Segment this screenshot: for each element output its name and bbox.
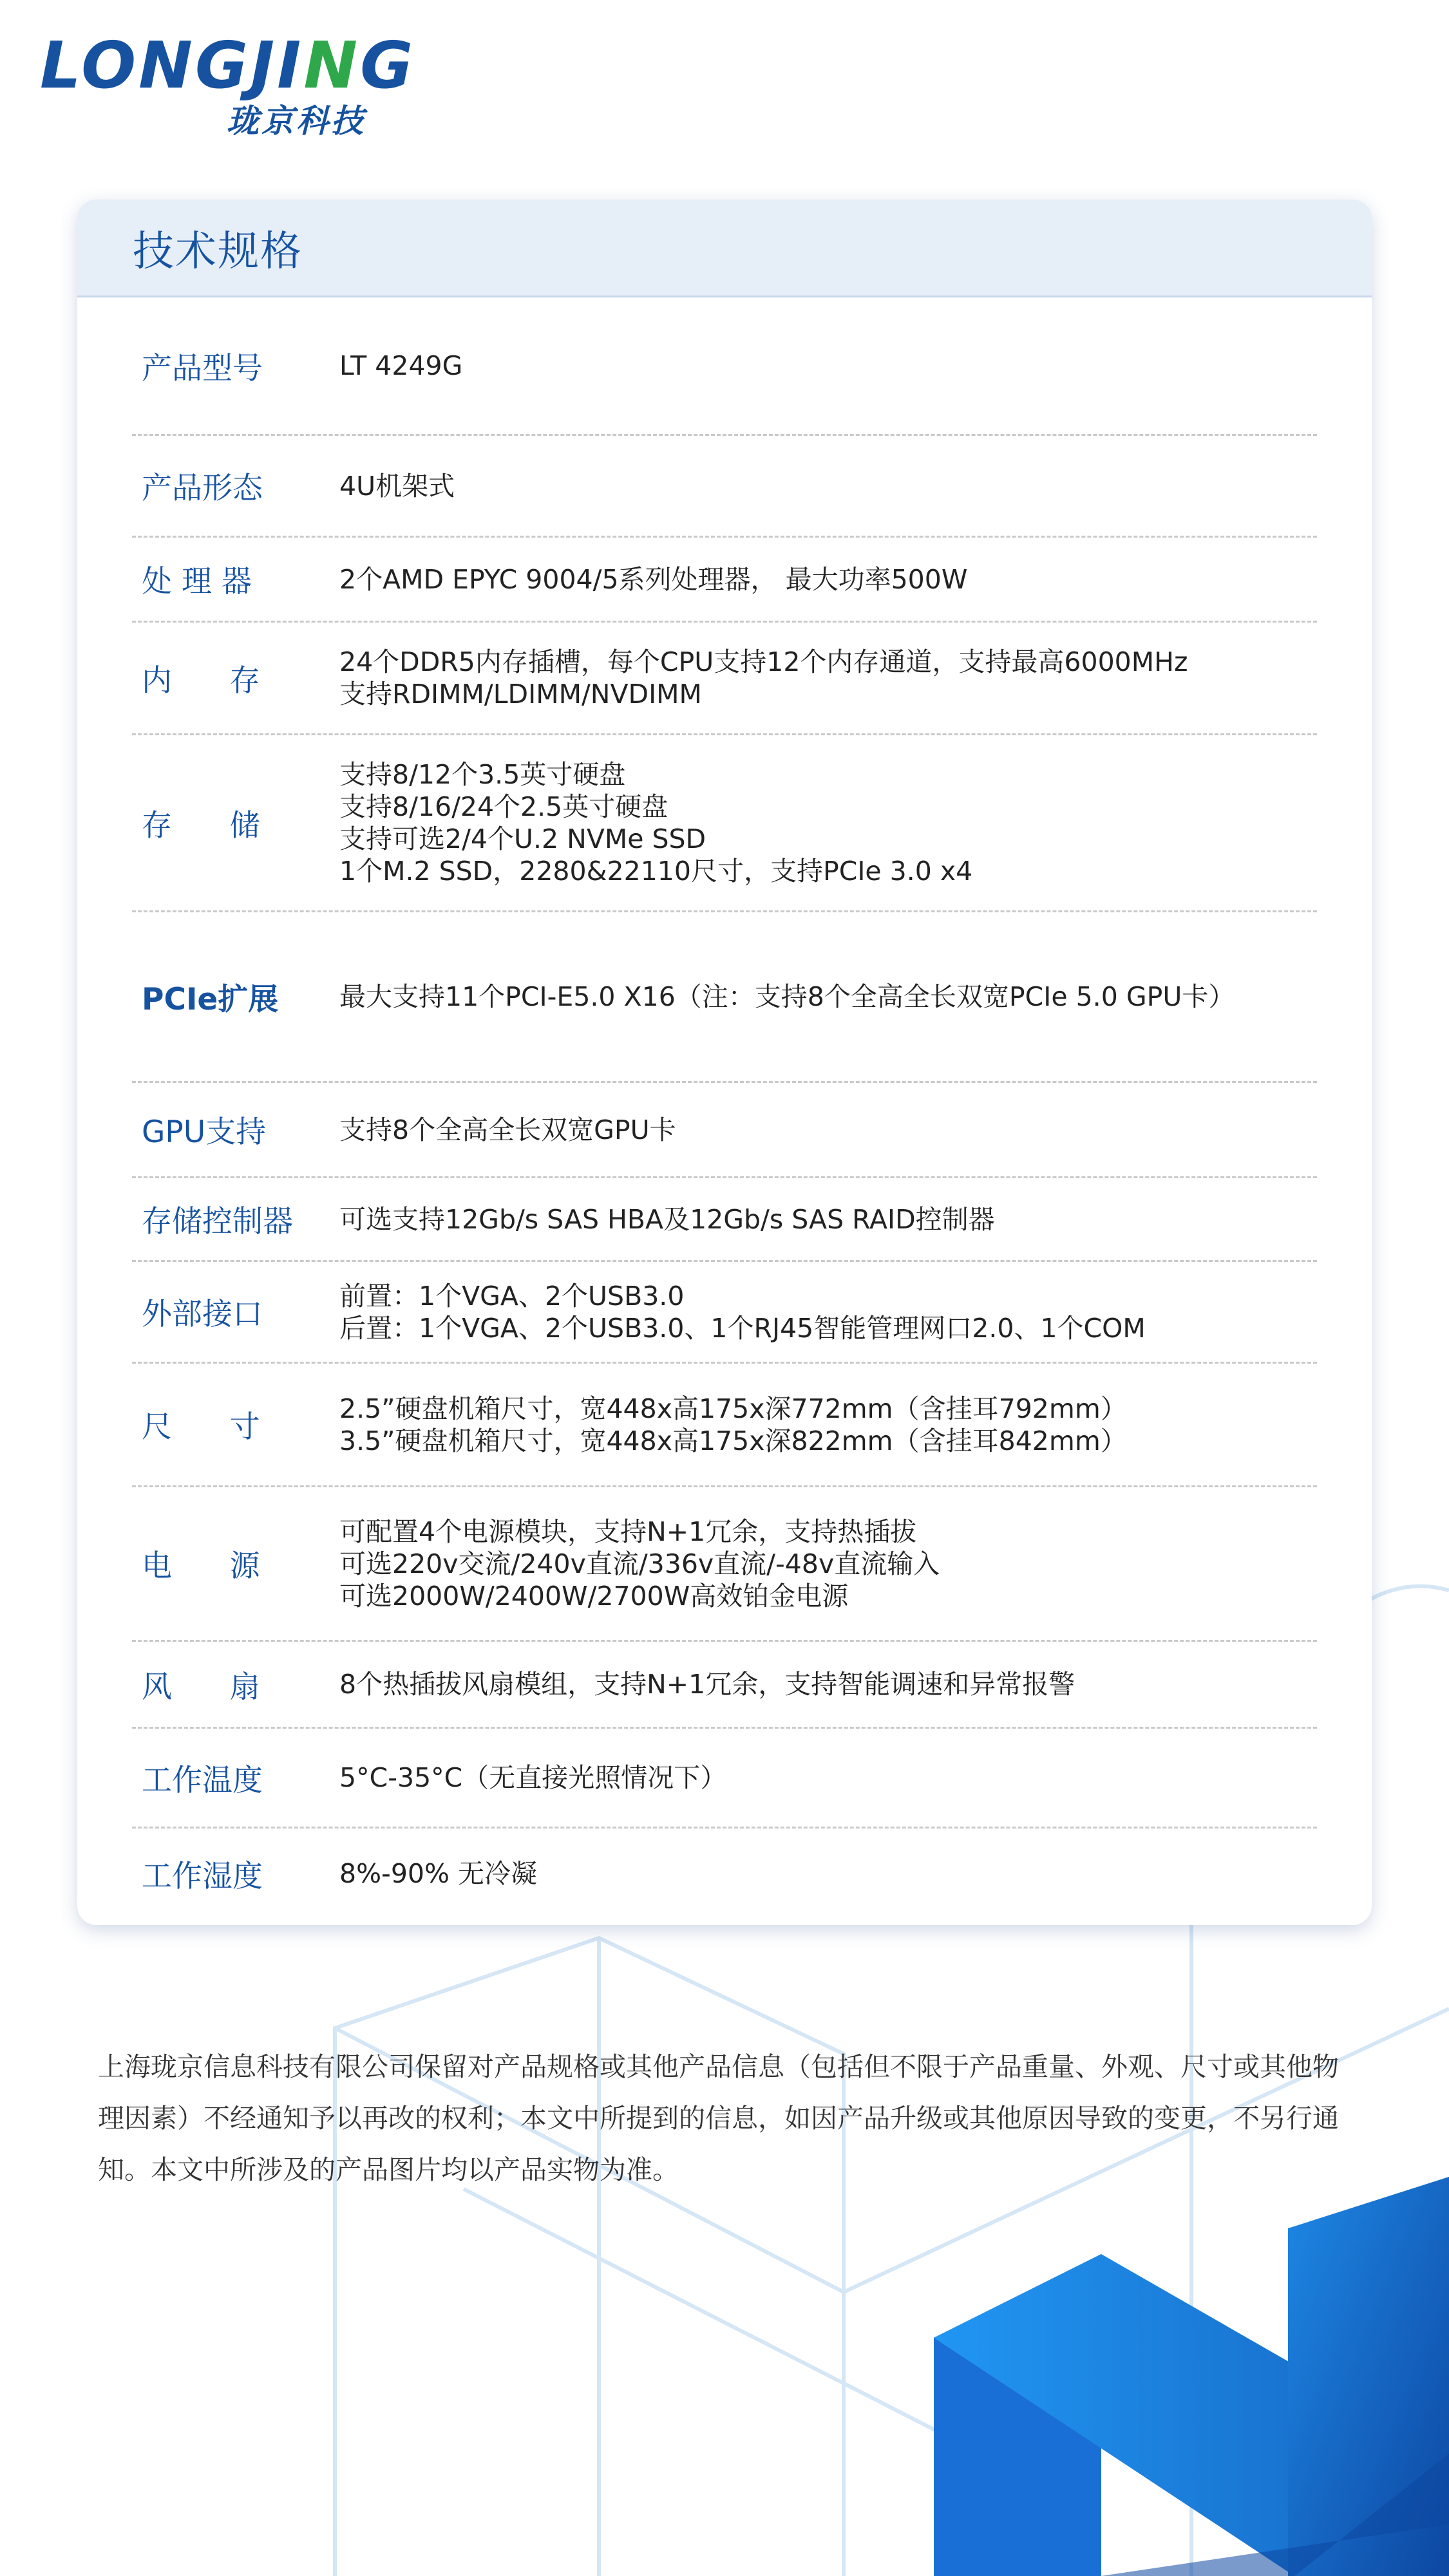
spec-value-line: 2.5”硬盘机箱尺寸，宽448x高175x深772mm（含挂耳792mm） — [339, 1393, 1127, 1424]
spec-value-line: 前置：1个VGA、2个USB3.0 — [339, 1280, 685, 1312]
spec-value — [339, 1203, 1317, 1236]
spec-card — [77, 200, 1372, 1925]
spec-row — [132, 735, 1317, 912]
spec-value-line: 5°C-35°C（无直接光照情况下） — [339, 1762, 727, 1793]
spec-value-line: 4U机架式 — [339, 470, 455, 502]
brand-logo — [40, 28, 416, 140]
spec-value — [339, 563, 1317, 596]
spec-row — [132, 297, 1317, 436]
spec-row — [132, 1262, 1317, 1364]
spec-row — [132, 623, 1317, 735]
spec-label: 内 存 — [142, 663, 260, 699]
spec-value — [339, 1762, 1317, 1794]
spec-row — [132, 1487, 1317, 1642]
spec-label: 存储控制器 — [142, 1204, 293, 1239]
spec-value-line: 24个DDR5内存插槽，每个CPU支持12个内存通道，支持最高6000MHz — [339, 646, 1188, 677]
spec-value — [339, 1857, 1317, 1890]
spec-row — [132, 1729, 1317, 1829]
spec-label: 电 源 — [142, 1548, 260, 1584]
spec-value-line: 8个热插拔风扇模组，支持N+1冗余，支持智能调速和异常报警 — [339, 1669, 1075, 1700]
spec-value-line: 支持可选2/4个U.2 NVMe SSD — [339, 823, 706, 854]
logo-chinese-name: 珑京科技 — [227, 102, 366, 140]
spec-label: 产品型号 — [142, 350, 263, 386]
spec-value-line: 可选220v交流/240v直流/336v直流/-48v直流输入 — [339, 1548, 940, 1579]
disclaimer-text: 上海珑京信息科技有限公司保留对产品规格或其他产品信息（包括但不限于产品重量、外观、尺寸或其他物理因素）不经通知予以再改的权利；本文中所提到的信息，如因产品升级或其他原因导致的变更，不另行通知。本文中所涉及的产品图片均以产品实物为准。 — [98, 2051, 1339, 2185]
spec-value-line: 可配置4个电源模块，支持N+1冗余，支持热插拔 — [339, 1516, 917, 1547]
spec-label: 尺 寸 — [142, 1409, 260, 1445]
logo-wordmark: LONGJING — [40, 28, 416, 103]
spec-value — [339, 1668, 1317, 1700]
spec-value-line: 3.5”硬盘机箱尺寸，宽448x高175x深822mm（含挂耳842mm） — [339, 1425, 1127, 1456]
spec-value — [339, 1114, 1317, 1146]
section-title: 技术规格 — [133, 227, 303, 276]
spec-value-line: 2个AMD EPYC 9004/5系列处理器， 最大功率500W — [339, 563, 968, 595]
spec-label: PCIe扩展 — [142, 981, 279, 1017]
spec-value-line: 1个M.2 SSD，2280&22110尺寸，支持PCIe 3.0 x4 — [339, 856, 973, 887]
spec-value — [339, 646, 1317, 710]
spec-label: 存 储 — [142, 807, 260, 843]
spec-row — [132, 1642, 1317, 1729]
spec-value-line: LT 4249G — [339, 350, 463, 381]
spec-value — [339, 470, 1317, 502]
spec-label: 工作湿度 — [142, 1858, 263, 1894]
spec-label: 产品形态 — [142, 471, 263, 506]
spec-value-line: 支持8/12个3.5英寸硬盘 — [339, 759, 626, 790]
spec-value-line: 支持8/16/24个2.5英寸硬盘 — [339, 791, 668, 822]
card-header — [77, 200, 1372, 297]
spec-value-line: 最大支持11个PCI-E5.0 X16（注：支持8个全高全长双宽PCIe 5.0 GPU卡） — [339, 981, 1235, 1012]
spec-row — [132, 1083, 1317, 1178]
spec-row — [132, 538, 1317, 623]
spec-value — [339, 1516, 1317, 1612]
spec-value — [339, 758, 1317, 887]
spec-value — [339, 981, 1317, 1013]
spec-value-line: 可选支持12Gb/s SAS HBA及12Gb/s SAS RAID控制器 — [339, 1203, 995, 1235]
spec-row — [132, 1829, 1317, 1919]
spec-label: 处 理 器 — [142, 564, 252, 599]
spec-row — [132, 912, 1317, 1083]
spec-value-line: 后置：1个VGA、2个USB3.0、1个RJ45智能管理网口2.0、1个COM — [339, 1312, 1146, 1344]
spec-label: 工作温度 — [142, 1762, 263, 1798]
corner-decoration — [934, 2177, 1449, 2576]
spec-label: 外部接口 — [142, 1297, 263, 1332]
spec-row — [132, 1364, 1317, 1487]
spec-row — [132, 1178, 1317, 1262]
spec-value — [339, 1393, 1317, 1457]
spec-label: 风 扇 — [142, 1669, 260, 1705]
spec-value-line: 8%-90% 无冷凝 — [339, 1858, 537, 1889]
spec-value-line: 可选2000W/2400W/2700W高效铂金电源 — [339, 1580, 849, 1612]
spec-value-line: 支持RDIMM/LDIMM/NVDIMM — [339, 679, 702, 710]
spec-label: GPU支持 — [142, 1114, 267, 1150]
spec-value-line: 支持8个全高全长双宽GPU卡 — [339, 1114, 676, 1145]
spec-value — [339, 350, 1317, 382]
spec-row — [132, 436, 1317, 538]
spec-value — [339, 1280, 1317, 1344]
